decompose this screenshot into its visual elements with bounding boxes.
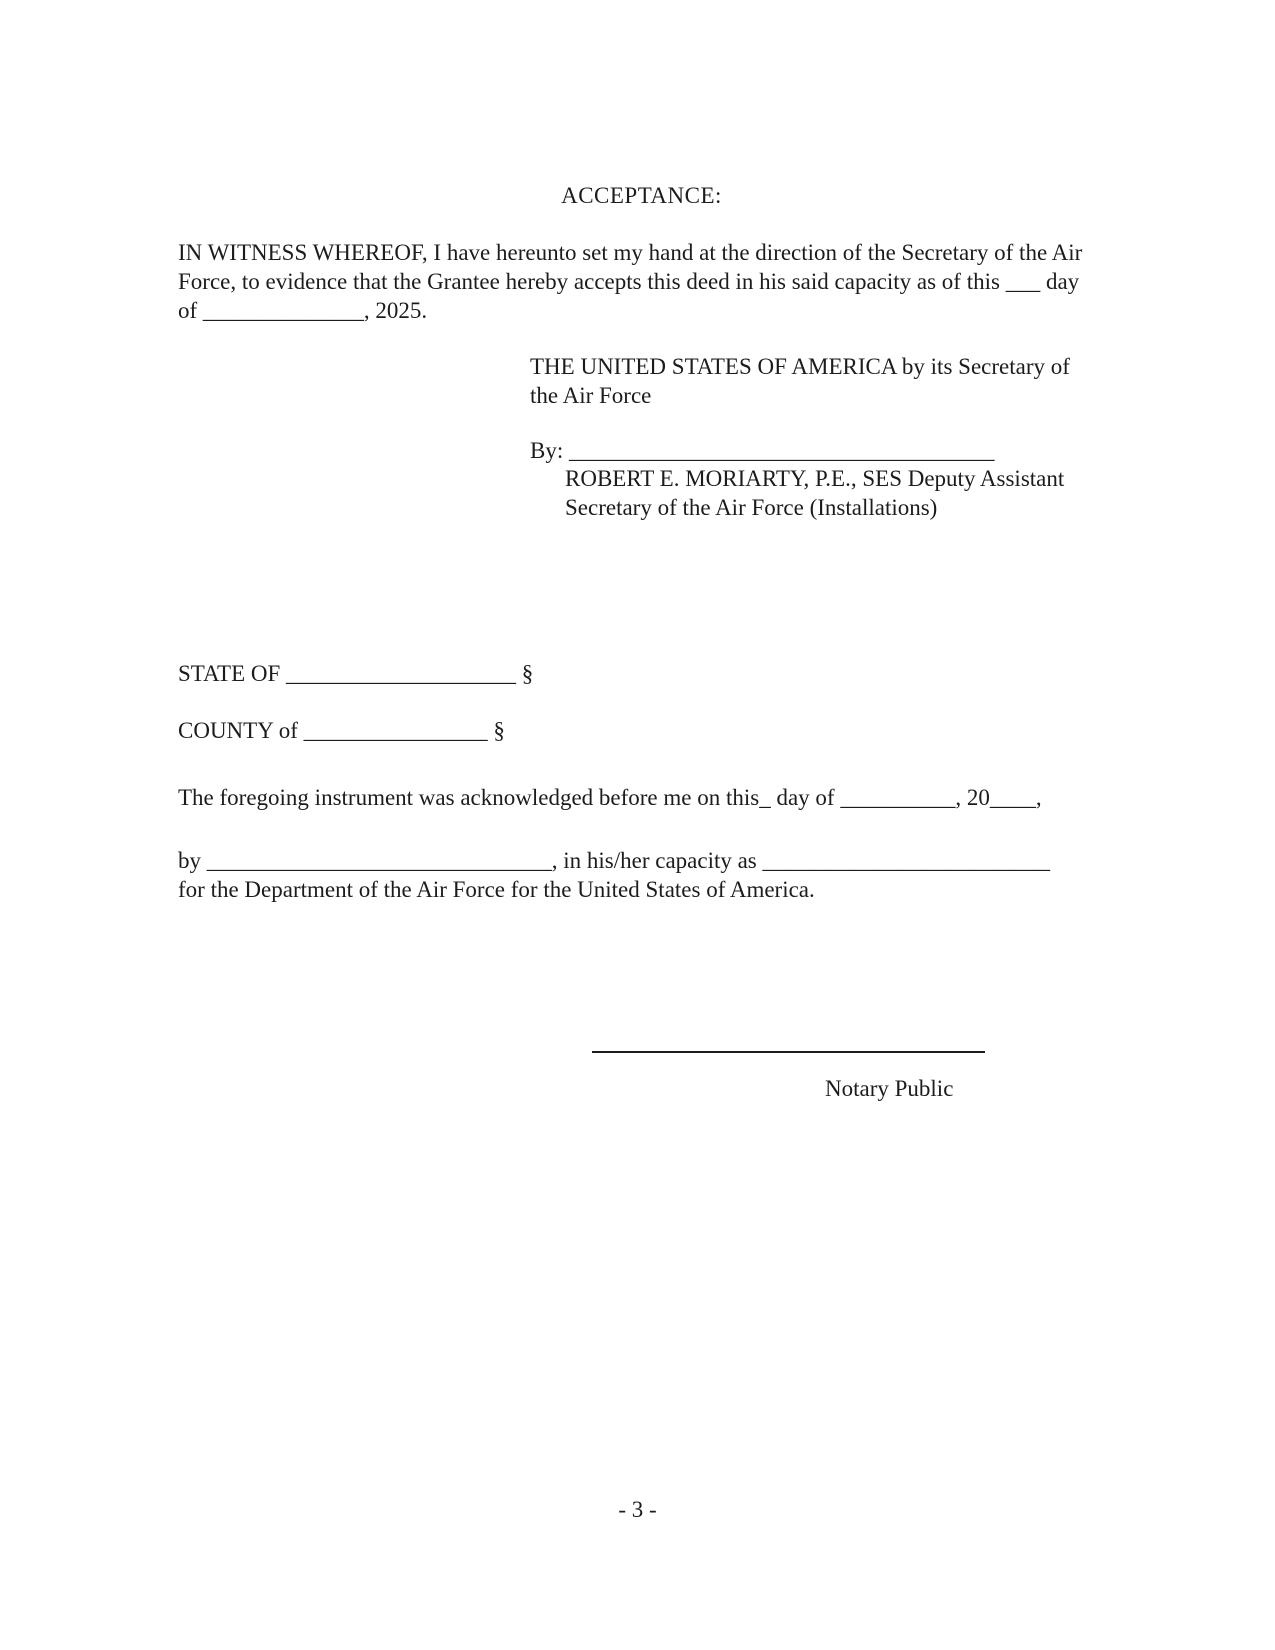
acceptance-heading: ACCEPTANCE: [561, 183, 722, 208]
notary-signature-line [592, 1051, 985, 1053]
grantee-name-line: THE UNITED STATES OF AMERICA by its Secretary of [530, 354, 1070, 379]
acknowledgment-line: for the Department of the Air Force for the United States of America. [178, 877, 815, 902]
witness-paragraph-line: Force, to evidence that the Grantee hereby accepts this deed in his said capacity as of this ___ day [178, 269, 1080, 294]
grantee-name-block [530, 352, 1090, 410]
grantee-name-line: the Air Force [530, 383, 652, 408]
witness-paragraph [178, 238, 1128, 325]
acknowledgment-line: The foregoing instrument was acknowledged before me on this_ day of __________, 20____, [178, 785, 1042, 810]
witness-paragraph-line: of ______________, 2025. [178, 298, 428, 323]
signer-identity-block [565, 464, 1105, 522]
notary-public-label: Notary Public [825, 1076, 954, 1101]
signer-title-line: Secretary of the Air Force (Installations) [565, 495, 938, 520]
page-number: - 3 - [618, 1497, 657, 1522]
signer-name-line: ROBERT E. MORIARTY, P.E., SES Deputy Assistant [565, 466, 1065, 491]
county-of-line: COUNTY of ________________ § [178, 718, 505, 743]
acknowledgment-line: by ______________________________, in his/her capacity as _________________________ [178, 848, 1051, 873]
witness-paragraph-line: IN WITNESS WHEREOF, I have hereunto set my hand at the direction of the Secretary of the Air [178, 240, 1083, 265]
by-signature-line: By: _____________________________________ [530, 438, 995, 463]
state-of-line: STATE OF ____________________ § [178, 661, 534, 686]
